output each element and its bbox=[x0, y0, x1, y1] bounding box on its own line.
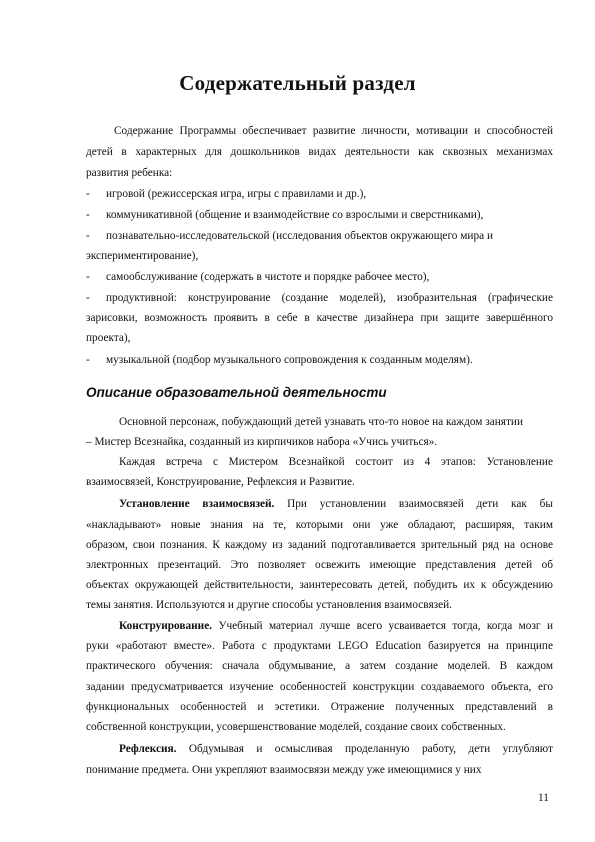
paragraph-line: Каждая встреча с Мистером Всезнайкой состоит из 4 этапов: Установление bbox=[119, 456, 553, 468]
list-item-continuation: зарисовки, возможность проявить в себе в качестве дизайнера при защите завершённого bbox=[86, 312, 553, 324]
list-item: - коммуникативной (общение и взаимодействие со взрослыми и сверстниками), bbox=[86, 209, 484, 221]
paragraph-line: электронных презентаций. Это позволяет освежить имеющие представления детей об bbox=[86, 559, 553, 571]
paragraph-line: объектах окружающей действительности, заинтересовать детей, побудить их к обсуждению bbox=[86, 579, 553, 591]
list-item: - продуктивной: конструирование (создание моделей), изобразительная (графические bbox=[86, 292, 553, 304]
list-item-text: коммуникативной (общение и взаимодействие со взрослыми и сверстниками), bbox=[106, 209, 484, 221]
paragraph-line: функциональных особенностей и эстетики. Отражение полученных представлений в bbox=[86, 701, 553, 713]
page-title: Содержательный раздел bbox=[179, 71, 416, 95]
paragraph-line: Основной персонаж, побуждающий детей узнавать что-то новое на каждом занятии bbox=[119, 416, 523, 428]
paragraph-line: собственной конструкции, усовершенствование моделей, создание своих собственных. bbox=[86, 721, 506, 733]
intro-line: развития ребенка: bbox=[86, 167, 173, 179]
paragraph-lead: Установление взаимосвязей. bbox=[119, 498, 275, 510]
paragraph-line: Конструирование. Учебный материал лучше всего усваивается тогда, когда мозг и bbox=[119, 620, 553, 632]
paragraph-line: Установление взаимосвязей. При установлении взаимосвязей дети как бы bbox=[119, 498, 553, 510]
paragraph-line: практического обучения: сначала обдумывание, а затем создание моделей. В каждом bbox=[86, 660, 553, 672]
paragraph-line: задании предусматривается изучение особенностей конструкции создаваемого объекта, его bbox=[86, 681, 553, 693]
list-item-continuation: экспериментирование), bbox=[86, 250, 199, 262]
intro-line: Содержание Программы обеспечивает развитие личности, мотивации и способностей bbox=[114, 125, 553, 137]
paragraph-line: взаимосвязей, Конструирование, Рефлексия и Развитие. bbox=[86, 476, 355, 488]
list-item-text: игровой (режиссерская игра, игры с правилами и др.), bbox=[106, 188, 367, 200]
paragraph-line: – Мистер Всезнайка, созданный из кирпичиков набора «Учись учиться». bbox=[86, 436, 438, 448]
paragraph-line: «накладывают» новые знания на те, которыми они уже обладают, расширяя, таким bbox=[86, 519, 553, 531]
list-item: - музыкальной (подбор музыкального сопровождения к созданным моделям). bbox=[86, 354, 473, 366]
section-heading: Описание образовательной деятельности bbox=[86, 385, 387, 400]
paragraph-line: образом, свои познания. К каждому из заданий подготавливается зрительный ряд на основе bbox=[86, 539, 553, 551]
list-item-text: познавательно-исследовательской (исследования объектов окружающего мира и bbox=[106, 230, 493, 242]
intro-line: детей в характерных для дошкольников видах деятельности как сквозных механизмах bbox=[86, 146, 553, 158]
paragraph-line: темы занятия. Используются и другие способы установления взаимосвязей. bbox=[86, 599, 453, 611]
list-item-text: продуктивной: конструирование (создание моделей), изобразительная (графические bbox=[106, 292, 553, 304]
list-item: - познавательно-исследовательской (исследования объектов окружающего мира и bbox=[86, 230, 493, 242]
list-item: - самообслуживание (содержать в чистоте и порядке рабочее место), bbox=[86, 271, 430, 283]
list-item-text: самообслуживание (содержать в чистоте и порядке рабочее место), bbox=[106, 271, 430, 283]
list-item-text: музыкальной (подбор музыкального сопровождения к созданным моделям). bbox=[106, 354, 473, 366]
list-item: - игровой (режиссерская игра, игры с правилами и др.), bbox=[86, 188, 367, 200]
paragraph-line: Рефлексия. Обдумывая и осмысливая проделанную работу, дети углубляют bbox=[119, 743, 553, 755]
page-number: 11 bbox=[538, 792, 549, 804]
paragraph-lead: Рефлексия. bbox=[119, 743, 177, 755]
list-item-continuation: проекта), bbox=[86, 332, 131, 344]
paragraph-lead: Конструирование. bbox=[119, 620, 213, 632]
paragraph-line: руки «работают вместе». Работа с продуктами LEGO Education базируется на принципе bbox=[86, 640, 553, 652]
paragraph-line: понимание предмета. Они укрепляют взаимосвязи между уже имеющимися у них bbox=[86, 764, 482, 776]
